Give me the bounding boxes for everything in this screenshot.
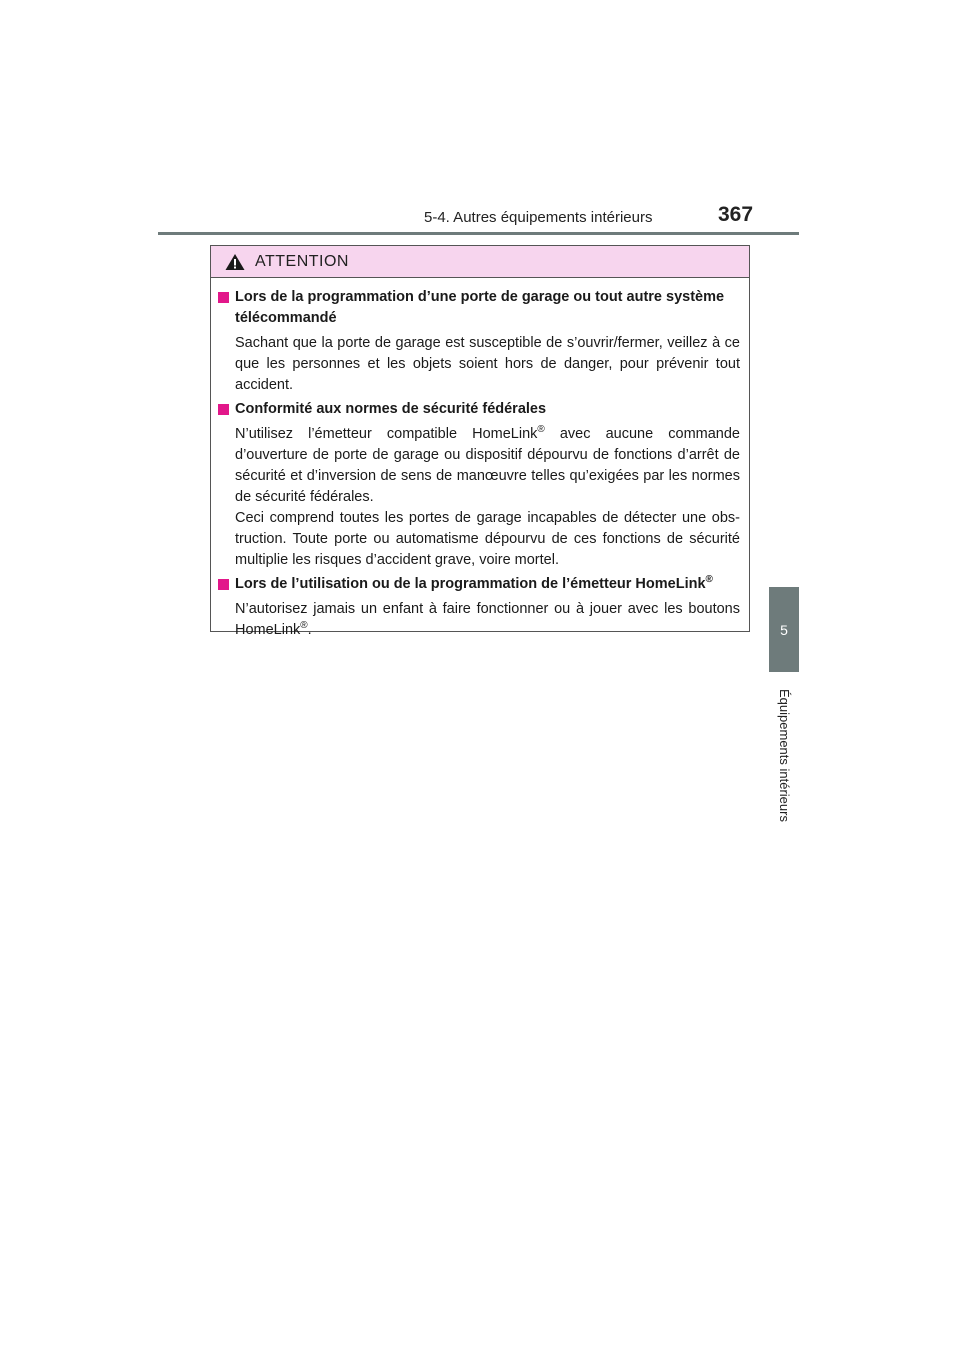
text-segment: avec aucune commande d’ouverture de porte de garage ou dispositif dépourvu de fonctions d’arrêt de sécurité et d’inversion de sens de manœuvre telles qu’exigées par les normes de sécurité fédérales. xyxy=(235,426,740,505)
caution-body xyxy=(211,278,749,641)
text-segment: N’utilisez l’émetteur compatible HomeLink xyxy=(235,426,538,442)
chapter-tab-label-text: Équipements intérieurs xyxy=(776,688,792,822)
caution-box xyxy=(210,245,750,638)
header-divider xyxy=(158,232,799,235)
caution-item-heading xyxy=(218,399,740,420)
caution-item-heading-text: Conformité aux normes de sécurité fédérales xyxy=(235,401,547,417)
text-segment: Ceci comprend toutes les portes de garage incapables de détecter une obs-truction. Toute porte ou automatisme dépourvu de ces fonctions de sécurité multiplie les risques d’accident grave, voire mortel. xyxy=(235,510,740,568)
caution-item-text xyxy=(218,599,740,641)
caution-header xyxy=(211,246,749,278)
caution-item-heading-text: Lors de la programmation d’une porte de garage ou tout autre système télécommandé xyxy=(235,289,725,326)
section-title: 5-4. Autres équipements intérieurs xyxy=(424,209,653,226)
caution-item xyxy=(218,287,740,396)
caution-item-text: Sachant que la porte de garage est susceptible de s’ouvrir/fermer, veillez à ce que les personnes et les objets soient hors de danger, pour prévenir tout accident. xyxy=(235,335,740,393)
page-number: 367 xyxy=(718,203,754,226)
bullet-square-icon xyxy=(218,292,229,303)
caution-item-text xyxy=(218,424,740,571)
caution-item xyxy=(218,574,740,641)
chapter-tab-number: 5 xyxy=(769,587,799,672)
bullet-square-icon xyxy=(218,404,229,415)
registered-mark: ® xyxy=(705,574,713,586)
chapter-tab-label xyxy=(769,675,799,835)
caution-title: ATTENTION xyxy=(255,252,349,270)
warning-triangle-icon xyxy=(225,253,245,271)
registered-mark: ® xyxy=(537,424,545,436)
registered-mark: ® xyxy=(300,620,308,632)
caution-item-heading xyxy=(218,574,740,595)
text-segment: N’autorisez jamais un enfant à faire fonctionner ou à jouer avec les boutons HomeLink xyxy=(235,601,740,638)
caution-item-heading-text xyxy=(235,574,713,595)
bullet-square-icon xyxy=(218,579,229,590)
text-segment: Lors de l’utilisation ou de la programmation de l’émetteur HomeLink xyxy=(235,576,706,592)
caution-item-heading xyxy=(218,287,740,329)
text-segment: . xyxy=(307,622,312,638)
caution-item xyxy=(218,399,740,571)
